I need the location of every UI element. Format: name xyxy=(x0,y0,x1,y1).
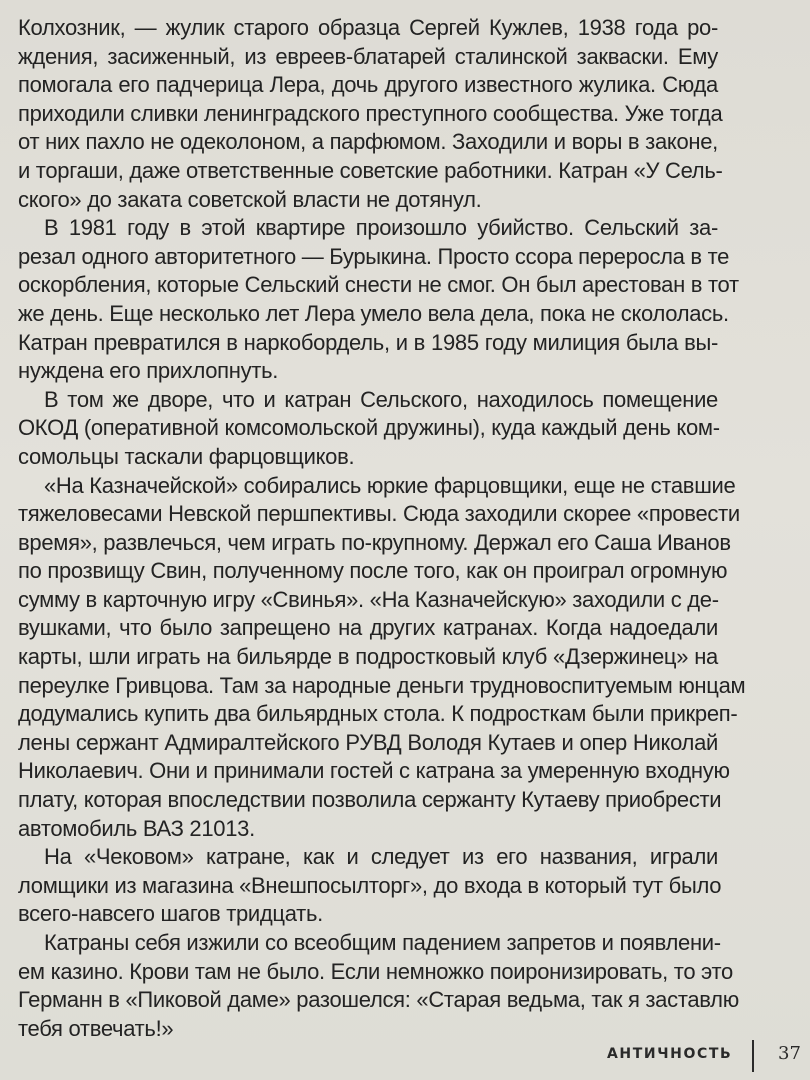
text-line: ского» до заката советской власти не дотянул. xyxy=(18,186,482,212)
text-line: по прозвищу Свин, полученному после того, как он проиграл огромную xyxy=(18,558,728,584)
text-line: плату, которая впоследствии позволила сержанту Кутаеву приобрести xyxy=(18,787,722,813)
text-line: от них пахло не одеколоном, а парфюмом. Заходили и воры в законе, xyxy=(18,129,718,155)
text-line: лены сержант Адмиралтейского РУВД Володя Кутаев и опер Николай xyxy=(18,729,718,755)
text-line: Катраны себя изжили со всеобщим падением запретов и появлени- xyxy=(44,930,721,955)
running-section-title: АНТИЧНОСТЬ xyxy=(607,1046,733,1062)
text-line: тяжеловесами Невской першпективы. Сюда заходили скорее «провести xyxy=(18,501,740,527)
text-line: автомобиль ВАЗ 21013. xyxy=(18,815,255,841)
text-line: сумму в карточную игру «Свинья». «На Казначейскую» заходили с де- xyxy=(18,586,719,612)
text-line: Германн в «Пиковой даме» разошелся: «Старая ведьма, так я заставлю xyxy=(18,987,739,1013)
text-line: карты, шли играть на бильярде в подростковый клуб «Дзержинец» на xyxy=(18,644,718,670)
text-line: же день. Еще несколько лет Лера умело вела дела, пока не скололась. xyxy=(18,300,729,326)
text-line: ОКОД (оперативной комсомольской дружины), куда каждый день ком- xyxy=(18,415,720,441)
text-line: ломщики из магазина «Внешпосылторг», до входа в который тут было xyxy=(18,872,722,898)
text-line: ем казино. Крови там не было. Если немножко поиронизировать, то это xyxy=(18,958,733,984)
text-line: оскорбления, которые Сельский снести не смог. Он был арестован в тот xyxy=(18,272,739,298)
text-line: додумались купить два бильярдных стола. К подросткам были прикреп- xyxy=(18,701,738,727)
page-footer xyxy=(0,1040,810,1080)
text-line: приходили сливки ленинградского преступного сообщества. Уже тогда xyxy=(18,100,723,126)
text-line: сомольцы таскали фарцовщиков. xyxy=(18,443,355,469)
text-line: тебя отвечать!» xyxy=(18,1015,174,1041)
text-line: Катран превратился в наркобордель, и в 1985 году милиция была вы- xyxy=(18,329,718,355)
body-text xyxy=(0,14,780,1043)
text-line: резал одного авторитетного — Бурыкина. Просто ссора переросла в те xyxy=(18,243,730,269)
text-line: всего-навсего шагов тридцать. xyxy=(18,901,323,927)
text-line: «На Казначейской» собирались юркие фарцовщики, еще не ставшие xyxy=(44,472,736,498)
text-line: В 1981 году в этой квартире произошло убийство. Сельский за- xyxy=(44,215,718,241)
text-line: и торгаши, даже ответственные советские работники. Катран «У Сель- xyxy=(18,157,723,183)
footer-divider xyxy=(752,1040,754,1072)
text-line: помогала его падчерица Лера, дочь другого известного жулика. Сюда xyxy=(18,72,718,98)
text-line: время», развлечься, чем играть по-крупному. Держал его Саша Иванов xyxy=(18,529,731,555)
text-line: На «Чековом» катране, как и следует из его названия, играли xyxy=(44,844,718,870)
text-line: Колхозник, — жулик старого образца Сергей Кужлев, 1938 года ро- xyxy=(18,15,718,40)
text-line: нуждена его прихлопнуть. xyxy=(18,358,279,384)
text-line: вушками, что было запрещено на других катранах. Когда надоедали xyxy=(18,615,718,641)
text-line: В том же дворе, что и катран Сельского, находилось помещение xyxy=(44,386,718,412)
text-line: переулке Гривцова. Там за народные деньги трудновоспитуемым юнцам xyxy=(18,672,746,698)
text-line: Николаевич. Они и принимали гостей с катрана за умеренную входную xyxy=(18,758,730,784)
text-line: ждения, засиженный, из евреев-блатарей сталинской закваски. Ему xyxy=(18,43,718,69)
page-number: 37 xyxy=(778,1043,801,1064)
